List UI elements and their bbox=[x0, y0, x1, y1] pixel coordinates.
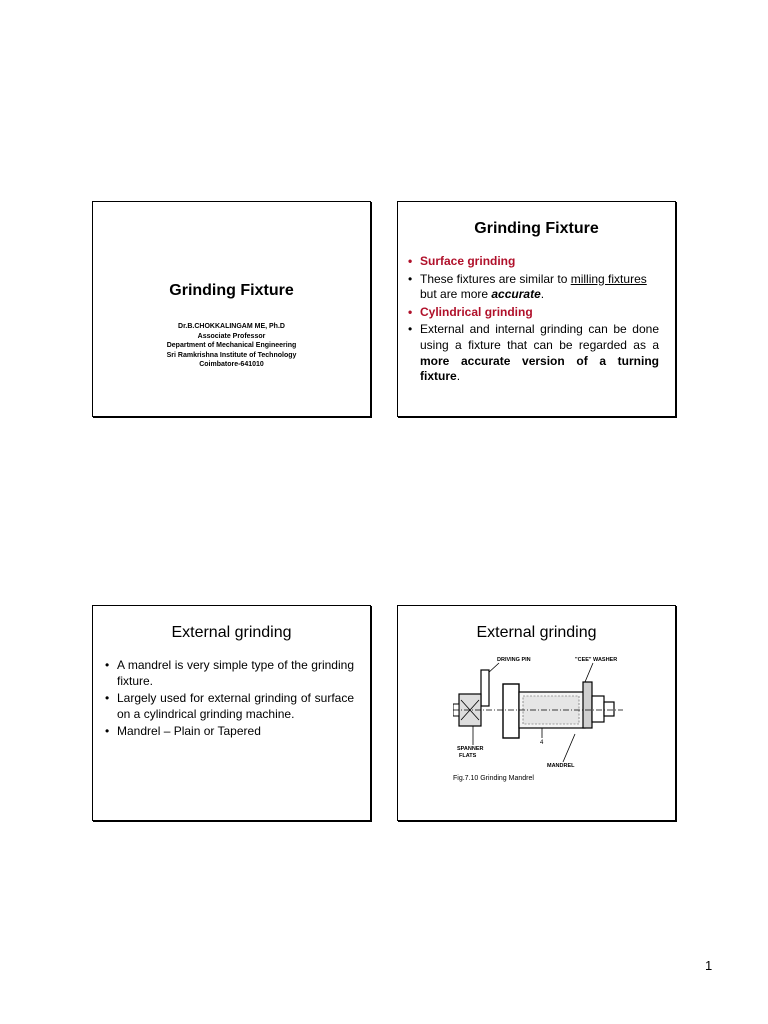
surface-grinding-heading: Surface grinding bbox=[420, 254, 516, 268]
list-item bbox=[404, 322, 659, 384]
slide-2 bbox=[397, 201, 676, 417]
bullet-dot: • bbox=[105, 691, 110, 706]
cylindrical-grinding-heading: Cylindrical grinding bbox=[420, 304, 533, 319]
grinding-mandrel-figure bbox=[453, 652, 623, 792]
slide-2-bullet-list bbox=[404, 254, 659, 387]
cee-washer bbox=[583, 682, 592, 728]
author-department: Department of Mechanical Engineering bbox=[166, 342, 297, 350]
emphasis-text: accurate bbox=[491, 287, 541, 302]
list-item bbox=[101, 691, 354, 722]
slide-2-title: Grinding Fixture bbox=[474, 220, 599, 237]
slide-4 bbox=[397, 605, 676, 821]
bullet-text: Mandrel – Plain or Tapered bbox=[117, 724, 261, 739]
slide-1 bbox=[92, 201, 371, 417]
washer-label: "CEE" WASHER bbox=[575, 657, 618, 663]
bullet-text: These fixtures are similar to bbox=[420, 271, 571, 286]
bullet-text: A mandrel is very simple type of the grinding fixture. bbox=[117, 658, 354, 688]
driving-pin bbox=[481, 670, 489, 706]
author-position: Associate Professor bbox=[197, 332, 266, 340]
slide-3-bullet-list bbox=[101, 658, 354, 742]
slide-4-title: External grinding bbox=[476, 624, 597, 641]
bullet-text: . bbox=[540, 287, 545, 302]
slide-3-title: External grinding bbox=[171, 624, 292, 641]
list-item bbox=[404, 272, 659, 303]
figure-caption: Fig.7.10 Grinding Mandrel bbox=[453, 775, 534, 782]
list-item bbox=[101, 658, 354, 689]
mandrel-end bbox=[604, 702, 614, 716]
bullet-dot: • bbox=[105, 724, 110, 739]
mandrel-label: MANDREL bbox=[547, 763, 575, 769]
washer-leader bbox=[585, 663, 593, 682]
list-item bbox=[404, 305, 659, 321]
flats-label: FLATS bbox=[459, 753, 477, 759]
page-number: 1 bbox=[705, 958, 713, 973]
author-institute: Sri Ramkrishna Institute of Technology bbox=[166, 351, 297, 359]
bullet-text: External and internal grinding can be done using a fixture that can be regarded as a bbox=[420, 322, 659, 352]
milling-fixtures-link[interactable]: milling fixtures bbox=[570, 271, 647, 286]
part-number-label: 4 bbox=[540, 740, 544, 746]
list-item bbox=[101, 724, 354, 740]
bullet-dot: • bbox=[105, 658, 110, 672]
author-city: Coimbatore-641010 bbox=[199, 361, 264, 369]
slide-3 bbox=[92, 605, 371, 821]
emphasis-text: more accurate version of a turning fixture bbox=[420, 353, 659, 384]
bullet-text: . bbox=[456, 369, 461, 384]
author-block bbox=[93, 322, 370, 370]
mandrel-flange bbox=[503, 684, 519, 738]
bullet-text: but are more bbox=[420, 287, 492, 302]
bullet-dot: • bbox=[408, 322, 413, 337]
bullet-text: Largely used for external grinding of surface on a cylindrical grinding machine. bbox=[117, 691, 354, 721]
spanner-label: SPANNER bbox=[457, 746, 484, 752]
bullet-dot: • bbox=[408, 254, 413, 268]
author-name: Dr.B.CHOKKALINGAM ME, Ph.D bbox=[178, 323, 285, 330]
driving-pin-label: DRIVING PIN bbox=[497, 657, 531, 663]
mandrel-leader bbox=[563, 734, 575, 762]
list-item bbox=[404, 254, 659, 270]
bullet-dot: • bbox=[408, 271, 413, 286]
bullet-dot: • bbox=[408, 304, 413, 319]
nut bbox=[592, 696, 604, 722]
slide-1-title: Grinding Fixture bbox=[169, 282, 294, 299]
